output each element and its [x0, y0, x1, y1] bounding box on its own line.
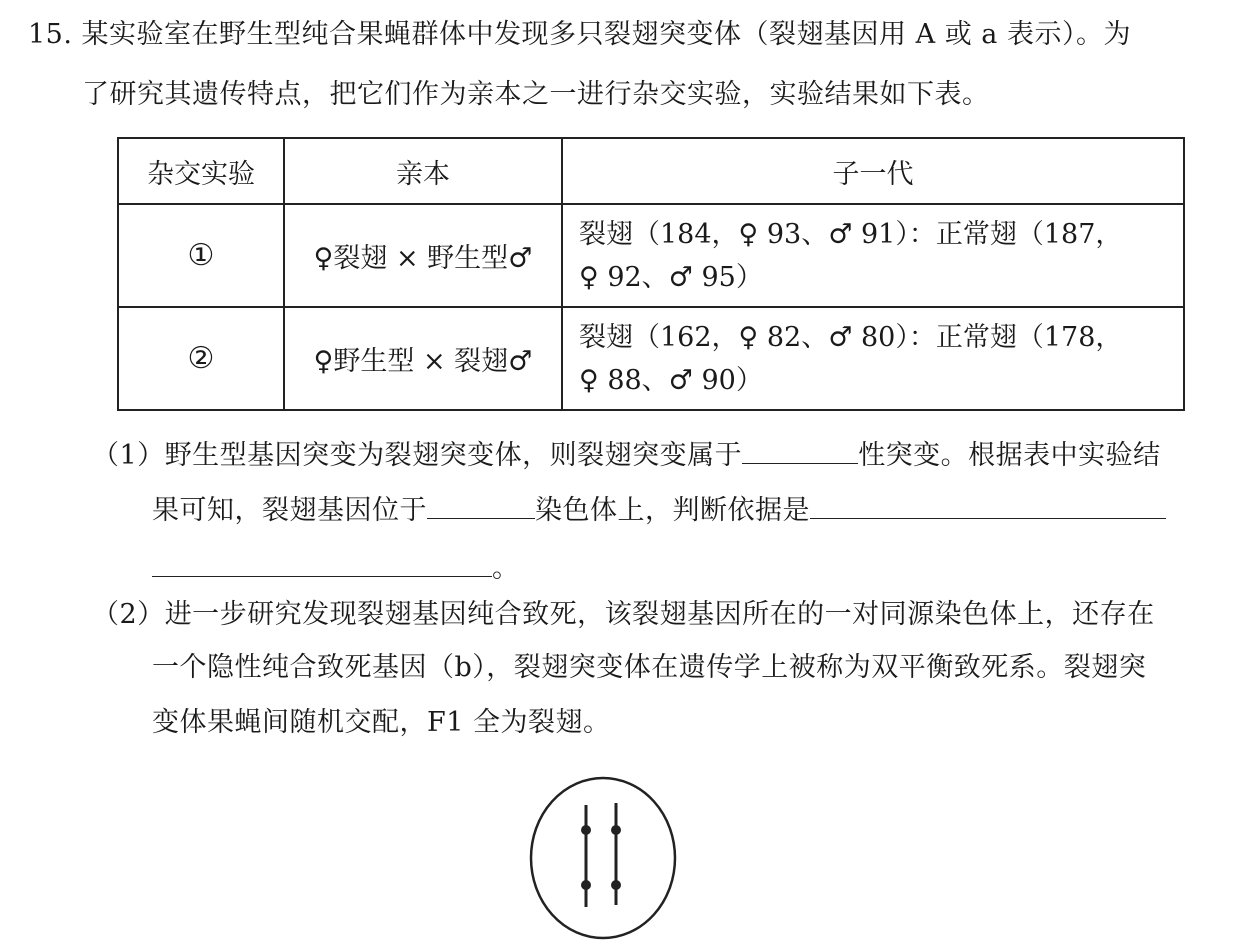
- part1-text-c: 果可知，裂翅基因位于: [152, 495, 427, 526]
- question-stem-text-1: 某实验室在野生型纯合果蝇群体中发现多只裂翅突变体（裂翅基因用 A 或 a 表示）。为: [81, 19, 1131, 50]
- part1-text-b: 性突变。根据表中实验结: [858, 440, 1161, 471]
- cell-outline: [531, 778, 675, 938]
- gene-locus-right-upper: [611, 825, 621, 835]
- offspring-line-1: 裂翅（162，♀ 82、♂ 80）：正常翅（178，: [579, 321, 1123, 353]
- part1-text-d: 染色体上，判断依据是: [535, 495, 810, 526]
- part2-line-3: [152, 705, 611, 741]
- parents-cell: ♀裂翅 × 野生型♂: [284, 204, 562, 307]
- question-stem-line-2: [82, 77, 990, 113]
- experiment-id: ①: [118, 204, 284, 307]
- part1-line-2: [152, 492, 1166, 529]
- parents-cell: ♀野生型 × 裂翅♂: [284, 307, 562, 410]
- offspring-line-1: 裂翅（184，♀ 93、♂ 91）：正常翅（187，: [579, 218, 1123, 250]
- part2-text-2: 一个隐性纯合致死基因（b），裂翅突变体在遗传学上被称为双平衡致死系。裂翅突: [152, 652, 1147, 683]
- offspring-line-2: ♀ 92、♂ 95）: [579, 261, 763, 293]
- part2-text-3: 变体果蝇间随机交配，F1 全为裂翅。: [152, 707, 611, 738]
- offspring-cell: [562, 307, 1184, 410]
- part2-label: （2）: [92, 599, 165, 630]
- answer-blank-basis-2[interactable]: [152, 550, 492, 577]
- part1-line-3: [152, 550, 520, 587]
- table-row: [118, 307, 1184, 410]
- table-row: [118, 204, 1184, 307]
- part1-label: （1）: [92, 440, 165, 471]
- part1-line-1: [92, 437, 1161, 474]
- part1-end-mark: 。: [492, 553, 520, 584]
- gene-locus-left-upper: [581, 825, 591, 835]
- question-stem-line-1: [28, 17, 1131, 53]
- gene-locus-left-lower: [581, 880, 591, 890]
- header-experiment: 杂交实验: [118, 138, 284, 204]
- header-offspring: 子一代: [562, 138, 1184, 204]
- question-number: 15.: [28, 19, 73, 50]
- answer-blank-chromosome[interactable]: [427, 492, 535, 519]
- part2-line-2: [152, 650, 1146, 686]
- table-header-row: [118, 138, 1184, 204]
- offspring-line-2: ♀ 88、♂ 90）: [579, 364, 763, 396]
- answer-blank-mutation-type[interactable]: [742, 437, 858, 464]
- experiment-id: ②: [118, 307, 284, 410]
- cross-results-table: [117, 137, 1185, 411]
- homologous-chromosome-diagram: [528, 773, 678, 943]
- header-parents: 亲本: [284, 138, 562, 204]
- answer-blank-basis-1[interactable]: [810, 492, 1166, 519]
- question-stem-text-2: 了研究其遗传特点，把它们作为亲本之一进行杂交实验，实验结果如下表。: [82, 79, 990, 110]
- offspring-cell: [562, 204, 1184, 307]
- part1-text-a: 野生型基因突变为裂翅突变体，则裂翅突变属于: [164, 440, 743, 471]
- part2-text-1: 进一步研究发现裂翅基因纯合致死，该裂翅基因所在的一对同源染色体上，还存在: [164, 599, 1155, 630]
- gene-locus-right-lower: [611, 880, 621, 890]
- part2-line-1: [92, 597, 1155, 633]
